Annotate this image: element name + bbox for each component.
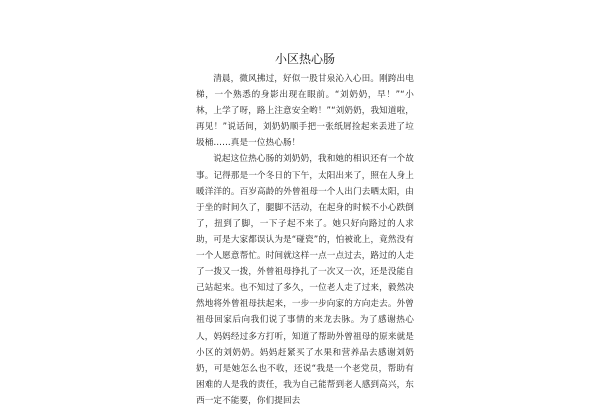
article-paragraph-1: 清晨，微风拂过，好似一股甘泉沁入心田。刚跨出电梯，一个熟悉的身影出现在眼前。“刘奶奶，早！”“小林，上学了呀，路上注意安全哟！”“刘奶奶，我知道啦，再见！”说话间，刘奶奶顺手把一张纸屑捡起来丢进了垃圾桶……真是一位热心肠！	[196, 74, 414, 149]
article	[196, 50, 414, 409]
article-title: 小区热心肠	[274, 52, 335, 66]
article-paragraph-2: 说起这位热心肠的刘奶奶，我和她的相识还有一个故事。记得那是一个冬日的下午，太阳出来了，照在人身上暖洋洋的。百岁高龄的外曾祖母一个人出门去晒太阳，由于坐的时间久了，腿脚不活动，在起身的时候不小心跌倒了，扭到了脚，一下子起不来了。她只好向路过的人求助，可是大家都误认为是“碰瓷”的，怕被讹上，竟然没有一个人愿意帮忙。时间就这样一点一点过去，路过的人走了一拨又一拨，外曾祖母挣扎了一次又一次，还是没能自己站起来。也不知过了多久，一位老人走了过来，毅然决然地将外曾祖母扶起来，一步一步向家的方向走去。外曾祖母回家后向我们说了事情的来龙去脉。为了感谢热心人，妈妈经过多方打听，知道了帮助外曾祖母的原来就是小区的刘奶奶。妈妈赶紧买了水果和营养品去感谢刘奶奶，可是她怎么也不收，还说“我是一个老党员，帮助有困难的人是我的责任，我为自己能帮到老人感到高兴，东西一定不能要，你们提回去	[196, 154, 414, 406]
